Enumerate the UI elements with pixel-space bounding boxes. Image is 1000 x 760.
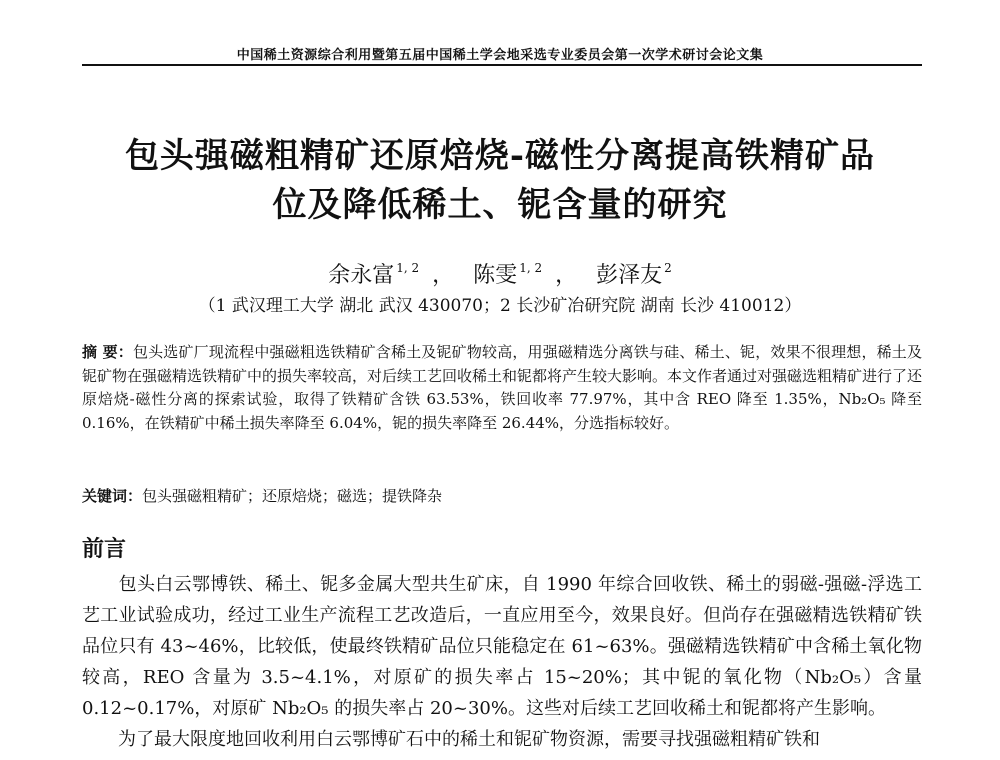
author-affiliation-mark: 1, 2: [396, 261, 420, 275]
affiliation: （1 武汉理工大学 湖北 武汉 430070；2 长沙矿冶研究院 湖南 长沙 410012）: [198, 296, 802, 316]
intro-paragraph: [82, 569, 922, 724]
keywords-text: 包头强磁粗精矿；还原焙烧；磁选；提铁降杂: [142, 487, 443, 505]
author-list: [0, 258, 1000, 289]
author-name: 彭泽友: [596, 263, 663, 288]
author-affiliation-mark: 1, 2: [519, 261, 543, 275]
header-rule: [82, 64, 922, 66]
article-title-line-2: 位及降低稀土、铌含量的研究: [272, 185, 728, 225]
author-affiliation-mark: 2: [664, 261, 672, 275]
abstract: [82, 341, 922, 435]
intro-body: [82, 569, 922, 755]
abstract-label: 摘 要：: [82, 343, 133, 361]
section-heading-intro: 前言: [82, 536, 127, 562]
author-name: 余永富: [328, 263, 395, 288]
author-name: 陈雯: [473, 263, 518, 288]
intro-paragraph-2-text: 为了最大限度地回收利用白云鄂博矿石中的稀土和铌矿物资源，需要寻找强磁粗精矿铁和: [118, 729, 820, 750]
running-header: 中国稀土资源综合利用暨第五届中国稀土学会地采选专业委员会第一次学术研讨会论文集: [236, 48, 764, 63]
keywords: [82, 485, 922, 506]
abstract-text: 包头选矿厂现流程中强磁粗选铁精矿含稀土及铌矿物较高，用强磁精选分离铁与硅、稀土、铌，效果不很理想，稀土及铌矿物在强磁精选铁精矿中的损失率较高，对后续工艺回收稀土和铌都将产生较大影响。本文作者通过对强磁选粗精矿进行了还原焙烧-磁性分离的探索试验，取得了铁精矿含铁 63.53%，铁回收率 77.97%，其中含 REO 降至 1.35%，Nb₂O₅ 降至 0.16%，在铁精矿中稀土损失率降至 6.04%，铌的损失率降至 26.44%，分选指标较好。: [82, 343, 923, 432]
intro-paragraph: [82, 724, 922, 755]
author-separator: ，: [432, 263, 455, 288]
article-title-line-1: 包头强磁粗精矿还原焙烧-磁性分离提高铁精矿品: [124, 136, 876, 176]
keywords-label: 关键词：: [82, 487, 143, 505]
author-separator: ，: [555, 263, 578, 288]
intro-paragraph-1-text: 包头白云鄂博铁、稀土、铌多金属大型共生矿床，自 1990 年综合回收铁、稀土的弱磁-强磁-浮选工艺工业试验成功，经过工业生产流程工艺改造后，一直应用至今，效果良好。但尚存在强磁精选铁精矿铁品位只有 43~46%，比较低，使最终铁精矿品位只能稳定在 61~63%。强磁精选铁精矿中含稀土氧化物较高，REO 含量为 3.5~4.1%，对原矿的损失率占 15~20%；其中铌的氧化物（Nb₂O₅）含量 0.12~0.17%，对原矿 Nb₂O₅ 的损失率占 20~30%。这些对后续工艺回收稀土和铌都将产生影响。: [82, 574, 922, 719]
